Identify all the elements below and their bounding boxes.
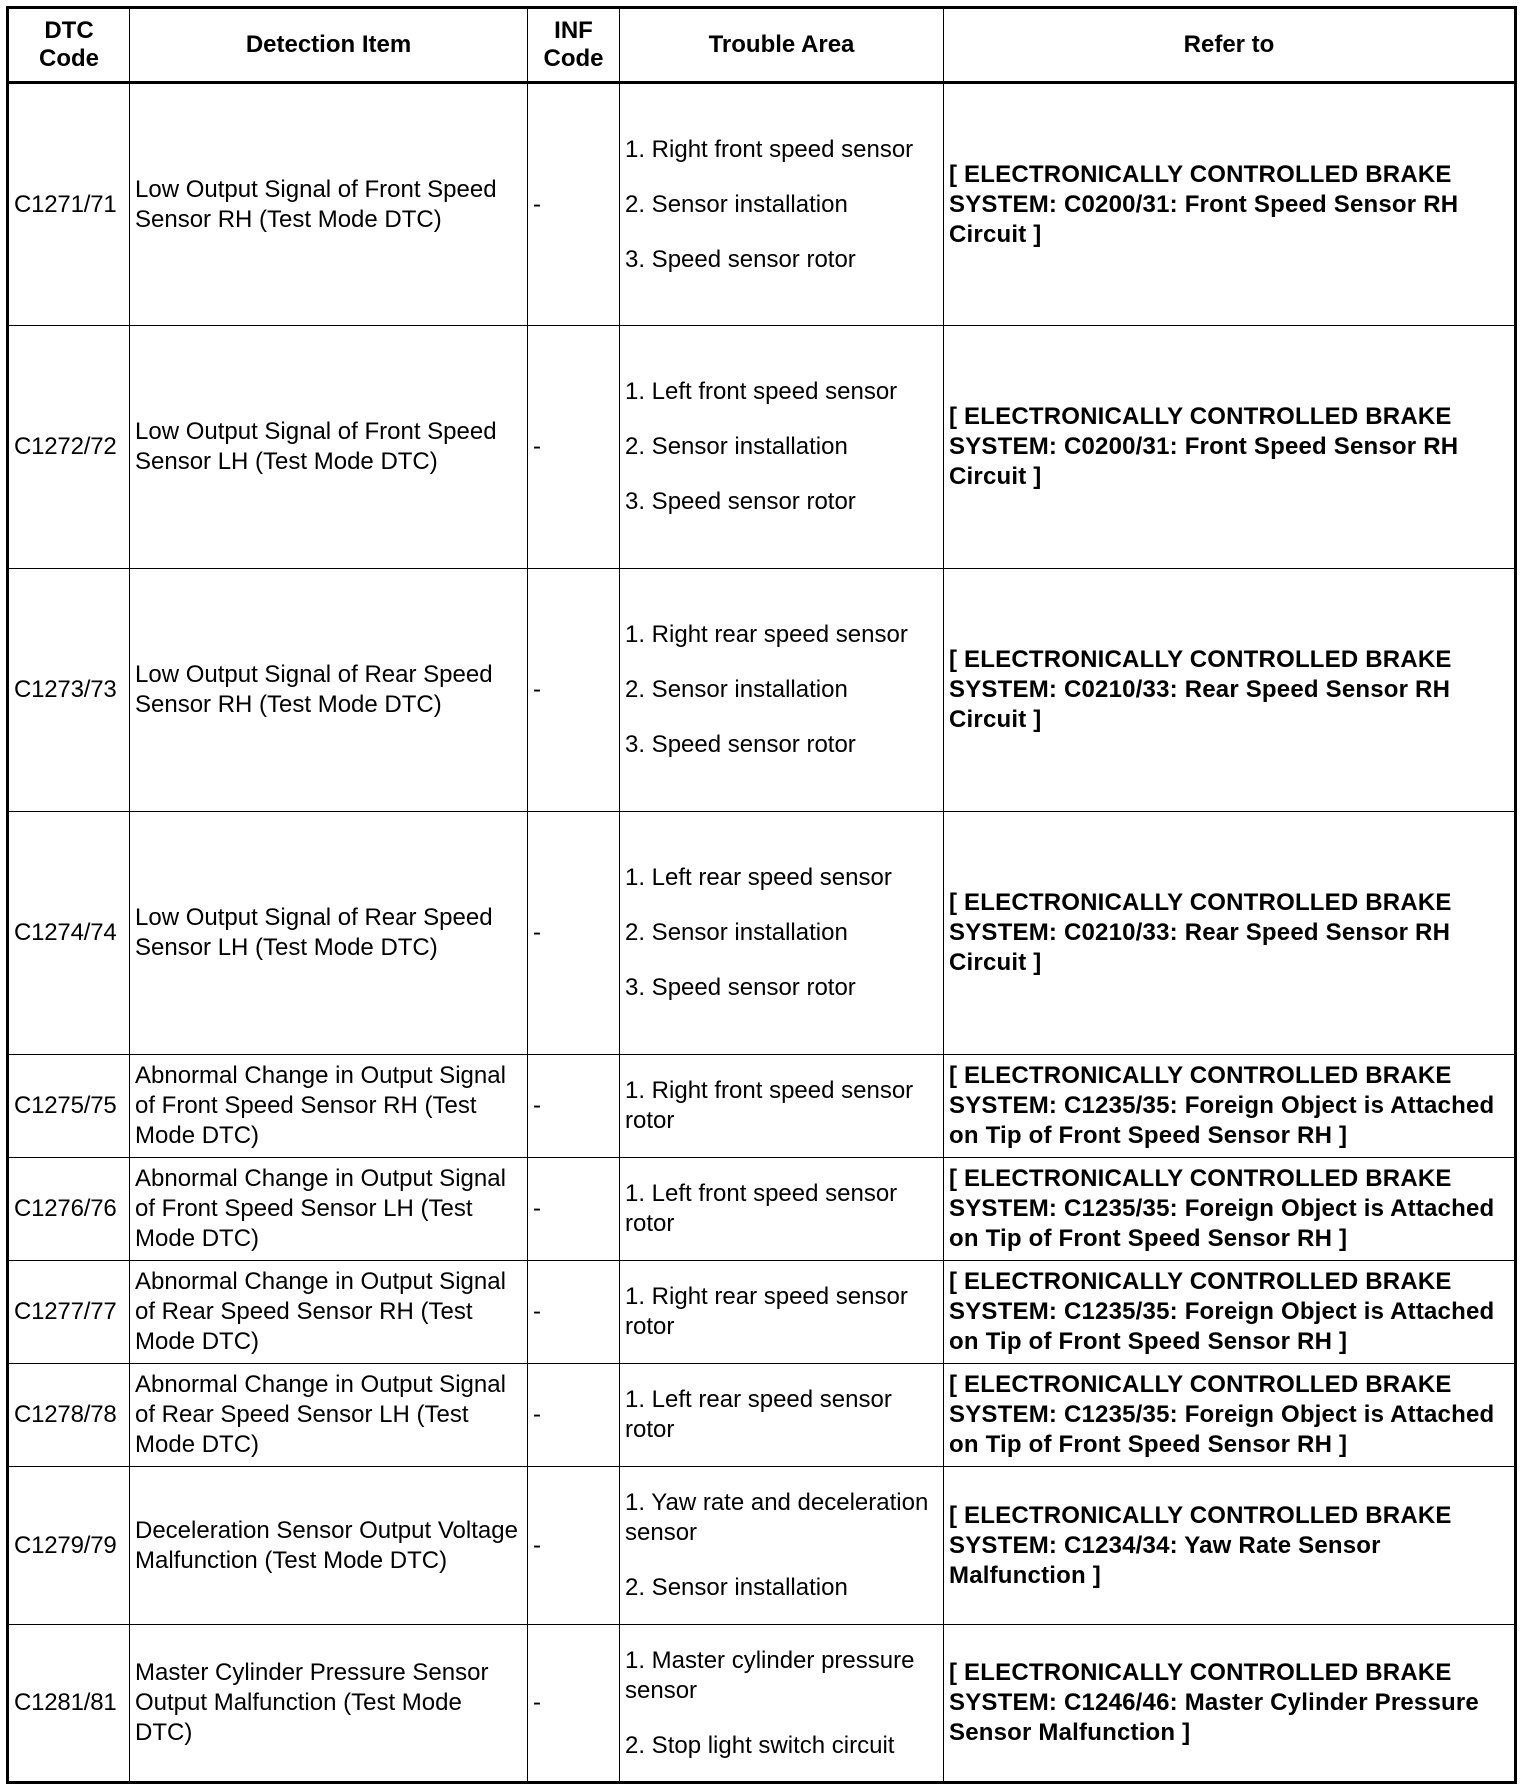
table-row [8, 1055, 1516, 1158]
refer-to-cell: [ ELECTRONICALLY CONTROLLED BRAKE SYSTEM: C1234/34: Yaw Rate Sensor Malfunction ] [944, 1467, 1516, 1625]
trouble-area-cell [620, 812, 944, 1055]
table-row [8, 1261, 1516, 1364]
trouble-area-list [625, 1282, 938, 1342]
header-detection-item: Detection Item [130, 8, 528, 83]
header-dtc-code [8, 8, 130, 83]
refer-to-cell: [ ELECTRONICALLY CONTROLLED BRAKE SYSTEM: C1235/35: Foreign Object is Attached on Tip of Front Speed Sensor RH ] [944, 1261, 1516, 1364]
detection-item-cell: Deceleration Sensor Output Voltage Malfunction (Test Mode DTC) [130, 1467, 528, 1625]
trouble-area-item: 1. Master cylinder pressure sensor [625, 1646, 915, 1704]
trouble-area-item: 1. Yaw rate and deceleration sensor [625, 1489, 929, 1546]
inf-code-cell: - [528, 1261, 620, 1364]
trouble-area-list [625, 1179, 938, 1239]
table-row [8, 1158, 1516, 1261]
trouble-area-cell [620, 326, 944, 569]
detection-item-cell: Low Output Signal of Rear Speed Sensor LH (Test Mode DTC) [130, 812, 528, 1055]
trouble-area-item: 2. Sensor installation [625, 433, 848, 460]
refer-to-cell: [ ELECTRONICALLY CONTROLLED BRAKE SYSTEM: C0200/31: Front Speed Sensor RH Circuit ] [944, 326, 1516, 569]
dtc-table-sheet [6, 6, 1517, 1784]
dtc-code-cell: C1275/75 [8, 1055, 130, 1158]
trouble-area-item: 1. Right rear speed sensor rotor [625, 1283, 908, 1340]
inf-code-cell: - [528, 1625, 620, 1783]
detection-item-cell: Master Cylinder Pressure Sensor Output Malfunction (Test Mode DTC) [130, 1625, 528, 1783]
detection-item-cell: Low Output Signal of Front Speed Sensor RH (Test Mode DTC) [130, 83, 528, 326]
trouble-area-item: 1. Left front speed sensor [625, 378, 898, 405]
detection-item-cell: Abnormal Change in Output Signal of Front Speed Sensor LH (Test Mode DTC) [130, 1158, 528, 1261]
trouble-area-list [625, 620, 938, 760]
trouble-area-item: 1. Right front speed sensor rotor [625, 1077, 914, 1134]
trouble-area-list [625, 1488, 938, 1603]
refer-to-cell: [ ELECTRONICALLY CONTROLLED BRAKE SYSTEM: C1235/35: Foreign Object is Attached on Tip of Front Speed Sensor RH ] [944, 1364, 1516, 1467]
inf-code-cell: - [528, 812, 620, 1055]
detection-item-cell: Low Output Signal of Rear Speed Sensor RH (Test Mode DTC) [130, 569, 528, 812]
trouble-area-cell [620, 1364, 944, 1467]
refer-to-cell: [ ELECTRONICALLY CONTROLLED BRAKE SYSTEM: C0210/33: Rear Speed Sensor RH Circuit ] [944, 812, 1516, 1055]
refer-to-cell: [ ELECTRONICALLY CONTROLLED BRAKE SYSTEM: C1246/46: Master Cylinder Pressure Sensor Malfunction ] [944, 1625, 1516, 1783]
dtc-code-cell: C1272/72 [8, 326, 130, 569]
trouble-area-list [625, 135, 938, 275]
trouble-area-item: 2. Sensor installation [625, 919, 848, 946]
detection-item-cell: Abnormal Change in Output Signal of Rear Speed Sensor RH (Test Mode DTC) [130, 1261, 528, 1364]
trouble-area-item: 3. Speed sensor rotor [625, 974, 856, 1001]
trouble-area-list [625, 1076, 938, 1136]
inf-code-cell: - [528, 326, 620, 569]
inf-code-cell: - [528, 1158, 620, 1261]
trouble-area-item: 3. Speed sensor rotor [625, 245, 856, 273]
detection-item-cell: Low Output Signal of Front Speed Sensor LH (Test Mode DTC) [130, 326, 528, 569]
trouble-area-cell [620, 1158, 944, 1261]
dtc-table [6, 6, 1517, 1784]
table-row [8, 1625, 1516, 1783]
header-inf-code [528, 8, 620, 83]
trouble-area-item: 2. Sensor installation [625, 676, 848, 703]
table-body [8, 83, 1516, 1783]
refer-to-cell: [ ELECTRONICALLY CONTROLLED BRAKE SYSTEM: C0210/33: Rear Speed Sensor RH Circuit ] [944, 569, 1516, 812]
trouble-area-list [625, 1646, 938, 1761]
dtc-code-cell: C1279/79 [8, 1467, 130, 1625]
table-row [8, 1467, 1516, 1625]
trouble-area-cell [620, 1467, 944, 1625]
table-header [8, 8, 1516, 83]
dtc-code-cell: C1281/81 [8, 1625, 130, 1783]
header-dtc-code-line2: Code [39, 45, 99, 72]
table-row [8, 326, 1516, 569]
table-row [8, 1364, 1516, 1467]
inf-code-cell: - [528, 1467, 620, 1625]
dtc-code-cell: C1277/77 [8, 1261, 130, 1364]
inf-code-cell: - [528, 1055, 620, 1158]
dtc-code-cell: C1271/71 [8, 83, 130, 326]
refer-to-cell: [ ELECTRONICALLY CONTROLLED BRAKE SYSTEM: C1235/35: Foreign Object is Attached on Tip of Front Speed Sensor RH ] [944, 1158, 1516, 1261]
trouble-area-item: 3. Speed sensor rotor [625, 488, 856, 515]
trouble-area-cell [620, 1625, 944, 1783]
trouble-area-list [625, 863, 938, 1003]
refer-to-cell: [ ELECTRONICALLY CONTROLLED BRAKE SYSTEM: C0200/31: Front Speed Sensor RH Circuit ] [944, 83, 1516, 326]
trouble-area-list [625, 1385, 938, 1445]
table-row [8, 812, 1516, 1055]
header-row [8, 8, 1516, 83]
trouble-area-item: 1. Right rear speed sensor [625, 621, 908, 648]
trouble-area-cell [620, 1261, 944, 1364]
inf-code-cell: - [528, 1364, 620, 1467]
table-row [8, 569, 1516, 812]
inf-code-cell: - [528, 569, 620, 812]
header-inf-code-line2: Code [543, 45, 604, 72]
header-dtc-code-line1: DTC [44, 17, 94, 44]
trouble-area-item: 3. Speed sensor rotor [625, 731, 856, 758]
dtc-code-cell: C1276/76 [8, 1158, 130, 1261]
refer-to-cell: [ ELECTRONICALLY CONTROLLED BRAKE SYSTEM: C1235/35: Foreign Object is Attached on Tip of Front Speed Sensor RH ] [944, 1055, 1516, 1158]
dtc-code-cell: C1278/78 [8, 1364, 130, 1467]
dtc-code-cell: C1274/74 [8, 812, 130, 1055]
trouble-area-item: 1. Left rear speed sensor rotor [625, 1386, 892, 1443]
trouble-area-item: 2. Sensor installation [625, 1574, 848, 1601]
header-inf-code-line1: INF [554, 17, 593, 44]
header-refer-to: Refer to [944, 8, 1516, 83]
trouble-area-item: 1. Left rear speed sensor [625, 864, 892, 891]
trouble-area-cell [620, 83, 944, 326]
table-row [8, 83, 1516, 326]
trouble-area-item: 1. Left front speed sensor rotor [625, 1180, 898, 1237]
trouble-area-list [625, 377, 938, 517]
dtc-code-cell: C1273/73 [8, 569, 130, 812]
detection-item-cell: Abnormal Change in Output Signal of Front Speed Sensor RH (Test Mode DTC) [130, 1055, 528, 1158]
trouble-area-cell [620, 569, 944, 812]
header-trouble-area: Trouble Area [620, 8, 944, 83]
detection-item-cell: Abnormal Change in Output Signal of Rear Speed Sensor LH (Test Mode DTC) [130, 1364, 528, 1467]
inf-code-cell: - [528, 83, 620, 326]
trouble-area-cell [620, 1055, 944, 1158]
trouble-area-item: 2. Sensor installation [625, 190, 848, 218]
trouble-area-item: 2. Stop light switch circuit [625, 1731, 895, 1759]
trouble-area-item: 1. Right front speed sensor [625, 135, 914, 163]
